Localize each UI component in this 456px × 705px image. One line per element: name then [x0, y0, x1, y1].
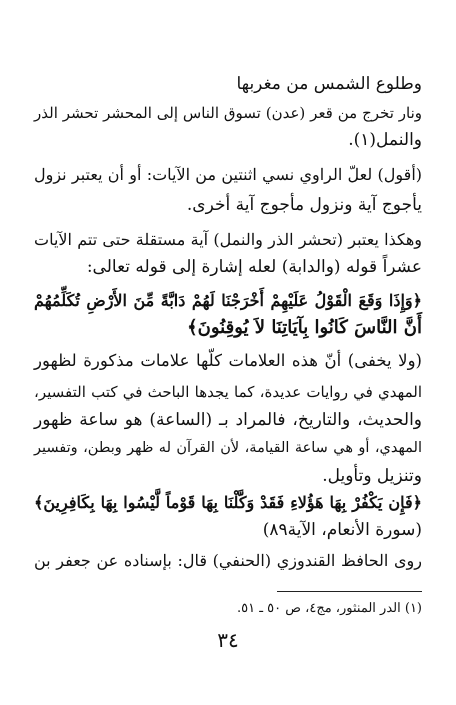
text-line-4: (أقول) لعلّ الراوي نسي اثنتين من الآيات: أو أن يعتبر نزول — [34, 165, 422, 184]
text-line-3: والنمل(١). — [348, 130, 422, 150]
text-line-11: المهدي، أو هي ساعة القيامة، لأن القرآن له ظهر وبطن، وتفسير — [34, 440, 422, 456]
text-line-12: وتنزيل وتأويل. — [322, 466, 422, 486]
text-line-8: (ولا يخفى) أنّ هذه العلامات كلّها علامات مذكورة لظهور — [34, 351, 422, 370]
page-number: ٣٤ — [217, 628, 239, 652]
text-line-6: وهكذا يعتبر (تحشر الذر والنمل) آية مستقلة حتى تتم الآيات — [34, 230, 422, 249]
footnote-divider — [277, 591, 422, 592]
text-line-13: روى الحافظ القندوزي (الحنفي) قال: بإسناده عن جعفر بن — [34, 551, 422, 570]
verse-reference: (سورة الأنعام، الآية٨٩) — [262, 520, 422, 540]
footnote: (١) الدر المنثور، مج٤، ص ٥٠ ـ ٥١. — [236, 601, 422, 616]
quran-verse-line-3: ﴿فَإِن يَكْفُرْ بِهَا هَؤُلاءِ فَقَدْ وَكَّلْنَا بِهَا قَوْماً لَّيْسُوا بِهَا بِكَافِرِينَ﴾ — [34, 493, 422, 512]
quran-verse-line-2: أَنَّ النَّاسَ كَانُوا بِآيَاتِنَا لاَ يُوقِنُونَ﴾ — [187, 317, 422, 338]
text-line-7: عشراً قوله (والدابة) لعله إشارة إلى قوله تعالى: — [86, 257, 422, 277]
text-line-5: يأجوج آية ونزول مأجوج آية أخرى. — [186, 195, 422, 215]
text-line-2: ونار تخرج من قعر (عدن) تسوق الناس إلى المحشر تحشر الذر — [34, 104, 422, 122]
text-line-1: وطلوع الشمس من مغربها — [236, 74, 422, 94]
text-line-10: والحديث، والتاريخ، فالمراد بـ (الساعة) هو ساعة ظهور — [34, 410, 422, 430]
quran-verse-line-1: ﴿وَإِذَا وَقَعَ الْقَوْلُ عَلَيْهِمْ أَخْرَجْنَا لَهُمْ دَابَّةً مِّنَ الأَرْضِ تُكَلِّمُهُمْ — [34, 291, 422, 310]
text-line-9: المهدي في روايات عديدة، كما يجدها الباحث في كتب التفسير، — [34, 383, 422, 401]
